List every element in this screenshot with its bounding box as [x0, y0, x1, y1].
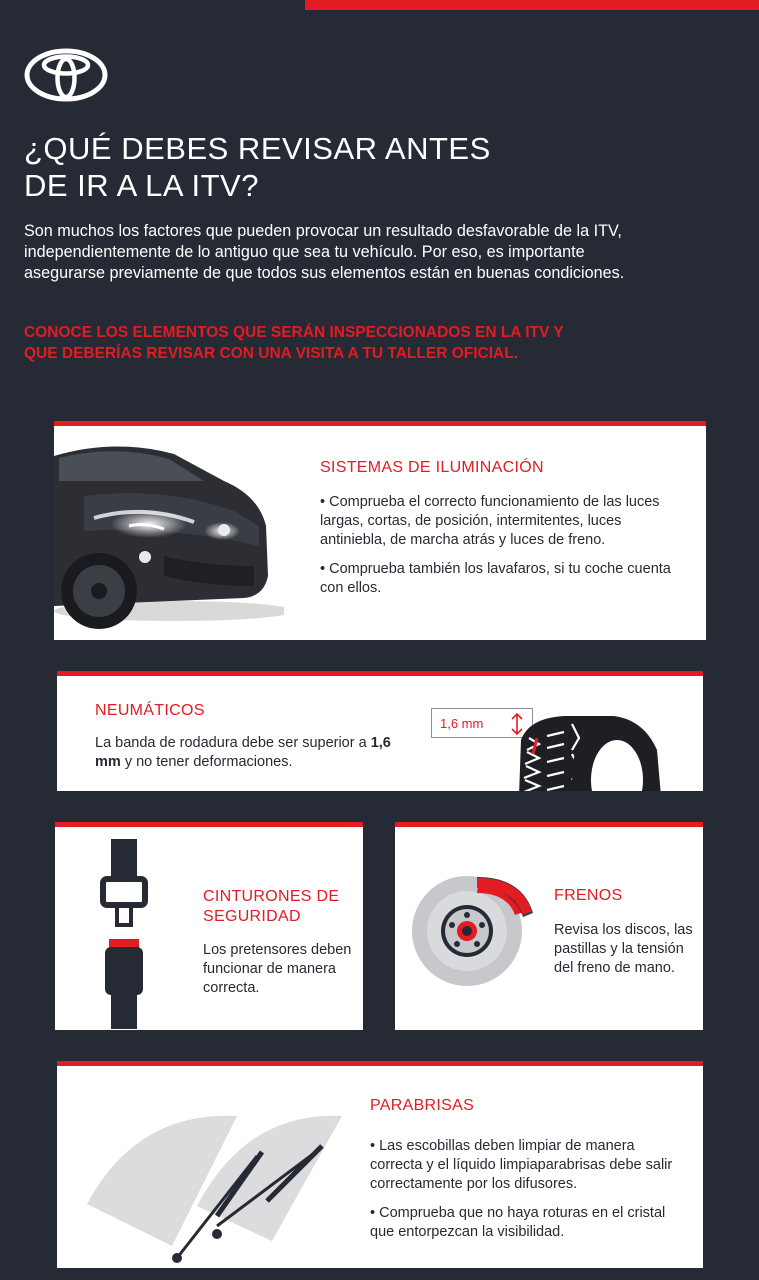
card-iluminacion-bullet2: • Comprueba también los lavafaros, si tu coche cuenta con ellos.: [320, 561, 671, 596]
card-cinturones-body: Los pretensores deben funcionar de manera correcta.: [203, 942, 352, 996]
card-parabrisas: [57, 1061, 703, 1268]
card-parabrisas-text: [370, 1097, 690, 1242]
wipers-icon: [77, 1106, 367, 1268]
car-headlight-icon: [54, 426, 284, 640]
seatbelt-icon: [89, 839, 159, 1029]
neumaticos-text-bold: 1,6 mm: [95, 735, 391, 770]
neumaticos-text-before: La banda de rodadura debe ser superior a: [95, 735, 371, 751]
intro-text: Son muchos los factores que pueden provocar un resultado desfavorable de la ITV, independientemente de lo antiguo que sea tu vehículo. Por eso, es importante asegurarse previamente de que todos sus elementos están en buenas condiciones.: [24, 222, 625, 282]
tire-icon: [429, 690, 703, 791]
card-neumaticos-title: NEUMÁTICOS: [95, 702, 205, 719]
card-parabrisas-bullet2: • Comprueba que no haya roturas en el cristal que entorpezcan la visibilidad.: [370, 1205, 666, 1240]
card-parabrisas-title: PARABRISAS: [370, 1097, 475, 1114]
card-frenos: [395, 822, 703, 1030]
top-accent-bar: [305, 0, 759, 10]
card-neumaticos: [57, 671, 703, 791]
page-title-line1: ¿QUÉ DEBES REVISAR ANTES: [24, 131, 491, 166]
neumaticos-text-after: y no tener deformaciones.: [120, 754, 293, 770]
card-iluminacion: [54, 421, 706, 640]
page-title-line2: DE IR A LA ITV?: [24, 168, 259, 203]
brake-disc-icon: [407, 869, 547, 989]
card-neumaticos-text: [95, 702, 415, 772]
card-frenos-title: FRENOS: [554, 887, 623, 904]
card-cinturones: [55, 822, 363, 1030]
card-neumaticos-body: [95, 734, 415, 772]
card-parabrisas-bullet1: • Las escobillas deben limpiar de manera correcta y el líquido limpiaparabrisas debe salir correctamente por los difusores.: [370, 1138, 673, 1192]
card-cinturones-title-line2: SEGURIDAD: [203, 908, 301, 925]
card-iluminacion-text: [320, 459, 680, 598]
card-frenos-body: Revisa los discos, las pastillas y la tensión del freno de mano.: [554, 922, 693, 976]
cta-text: [24, 322, 664, 364]
toyota-logo-icon: [24, 48, 108, 102]
cta-line2: QUE DEBERÍAS REVISAR CON UNA VISITA A TU TALLER OFICIAL.: [24, 345, 519, 362]
cta-line1: CONOCE LOS ELEMENTOS QUE SERÁN INSPECCIONADOS EN LA ITV Y: [24, 324, 564, 341]
card-cinturones-text: [203, 887, 358, 998]
card-cinturones-title-line1: CINTURONES DE: [203, 888, 340, 905]
card-cinturones-title: [203, 887, 358, 927]
card-iluminacion-bullet1: • Comprueba el correcto funcionamiento de las luces largas, cortas, de posición, intermitentes, luces antiniebla, de marcha atrás y luces de freno.: [320, 494, 660, 548]
page-title: [24, 130, 624, 204]
card-iluminacion-title: SISTEMAS DE ILUMINACIÓN: [320, 459, 544, 476]
tread-measure-value: 1,6 mm: [440, 716, 484, 731]
card-frenos-text: [554, 887, 694, 978]
